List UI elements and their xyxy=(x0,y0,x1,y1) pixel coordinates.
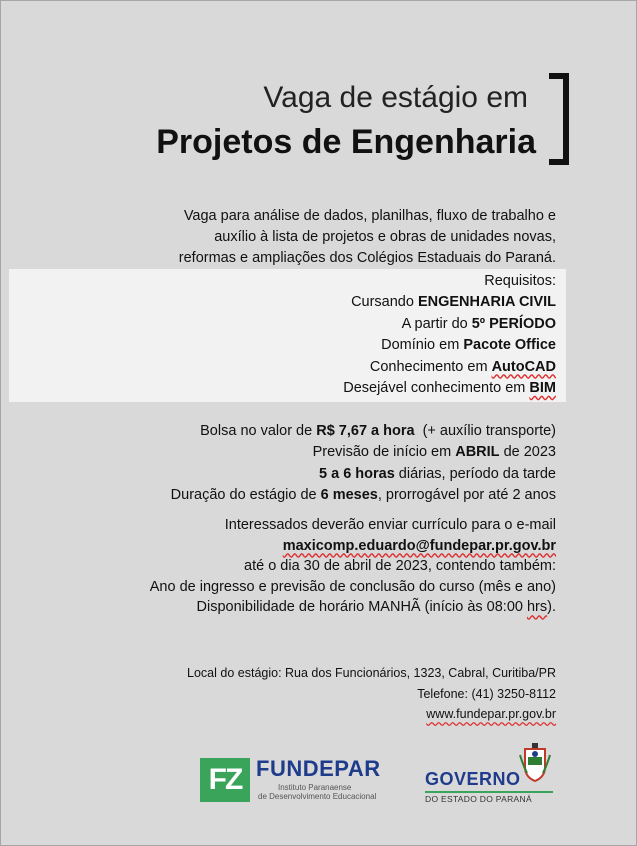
location-block xyxy=(187,663,556,725)
fundepar-logo xyxy=(200,758,400,804)
fundepar-name: FUNDEPAR xyxy=(256,756,381,781)
start-line: Previsão de início em ABRIL de 2023 xyxy=(312,444,556,461)
intro-line: Vaga para análise de dados, planilhas, fluxo de trabalho e xyxy=(183,208,556,224)
bolsa-line: Bolsa no valor de R$ 7,67 a hora (+ auxílio transporte) xyxy=(200,423,556,439)
duration-line: Duração do estágio de 6 meses, prorrogável por até 2 anos xyxy=(170,487,556,504)
conditions-block xyxy=(171,421,556,507)
location-address: Local do estágio: Rua dos Funcionários, 1323, Cabral, Curitiba/PR xyxy=(187,666,556,680)
intro-paragraph xyxy=(179,206,556,269)
fundepar-subtitle-2: de Desenvolvimento Educacional xyxy=(258,792,377,801)
governo-divider xyxy=(425,791,553,793)
hours-line: 5 a 6 horas diárias, período da tarde xyxy=(319,465,556,482)
location-website[interactable]: www.fundepar.pr.gov.br xyxy=(426,707,556,721)
requirements-heading: Requisitos: xyxy=(484,273,556,289)
requirement-period: A partir do 5º PERÍODO xyxy=(401,315,556,332)
contact-block xyxy=(150,515,556,618)
intro-line: auxílio à lista de projetos e obras de unidades novas, xyxy=(214,229,556,245)
contact-deadline: até o dia 30 de abril de 2023, contendo também: xyxy=(244,558,556,575)
closing-bracket-decoration xyxy=(549,73,569,165)
requirement-autocad: Conhecimento em AutoCAD xyxy=(369,358,556,375)
title-line-2: Projetos de Engenharia xyxy=(156,123,536,161)
governo-name: GOVERNO xyxy=(425,769,521,789)
requirements-list xyxy=(343,271,556,399)
contact-requirement-availability: Disponibilidade de horário MANHÃ (início às 08:00 hrs). xyxy=(196,599,556,616)
fundepar-subtitle-1: Instituto Paranaense xyxy=(278,783,352,792)
title-line-1: Vaga de estágio em xyxy=(263,81,528,114)
requirement-course: Cursando ENGENHARIA CIVIL xyxy=(351,294,556,311)
contact-requirement-year: Ano de ingresso e previsão de conclusão do curso (mês e ano) xyxy=(149,578,556,595)
governo-subtitle: DO ESTADO DO PARANÁ xyxy=(425,794,532,804)
governo-parana-logo xyxy=(425,741,565,807)
requirement-office: Domínio em Pacote Office xyxy=(381,337,556,354)
contact-instruction: Interessados deverão enviar currículo para o e-mail xyxy=(224,517,556,533)
intro-line: reformas e ampliações dos Colégios Estaduais do Paraná. xyxy=(178,250,556,266)
location-phone: Telefone: (41) 3250-8112 xyxy=(417,686,556,701)
parana-coat-of-arms-icon xyxy=(517,743,553,783)
requirement-bim: Desejável conhecimento em BIM xyxy=(343,380,556,397)
fundepar-mark-icon: FZ xyxy=(200,758,250,802)
contact-email[interactable]: maxicomp.eduardo@fundepar.pr.gov.br xyxy=(282,537,556,554)
